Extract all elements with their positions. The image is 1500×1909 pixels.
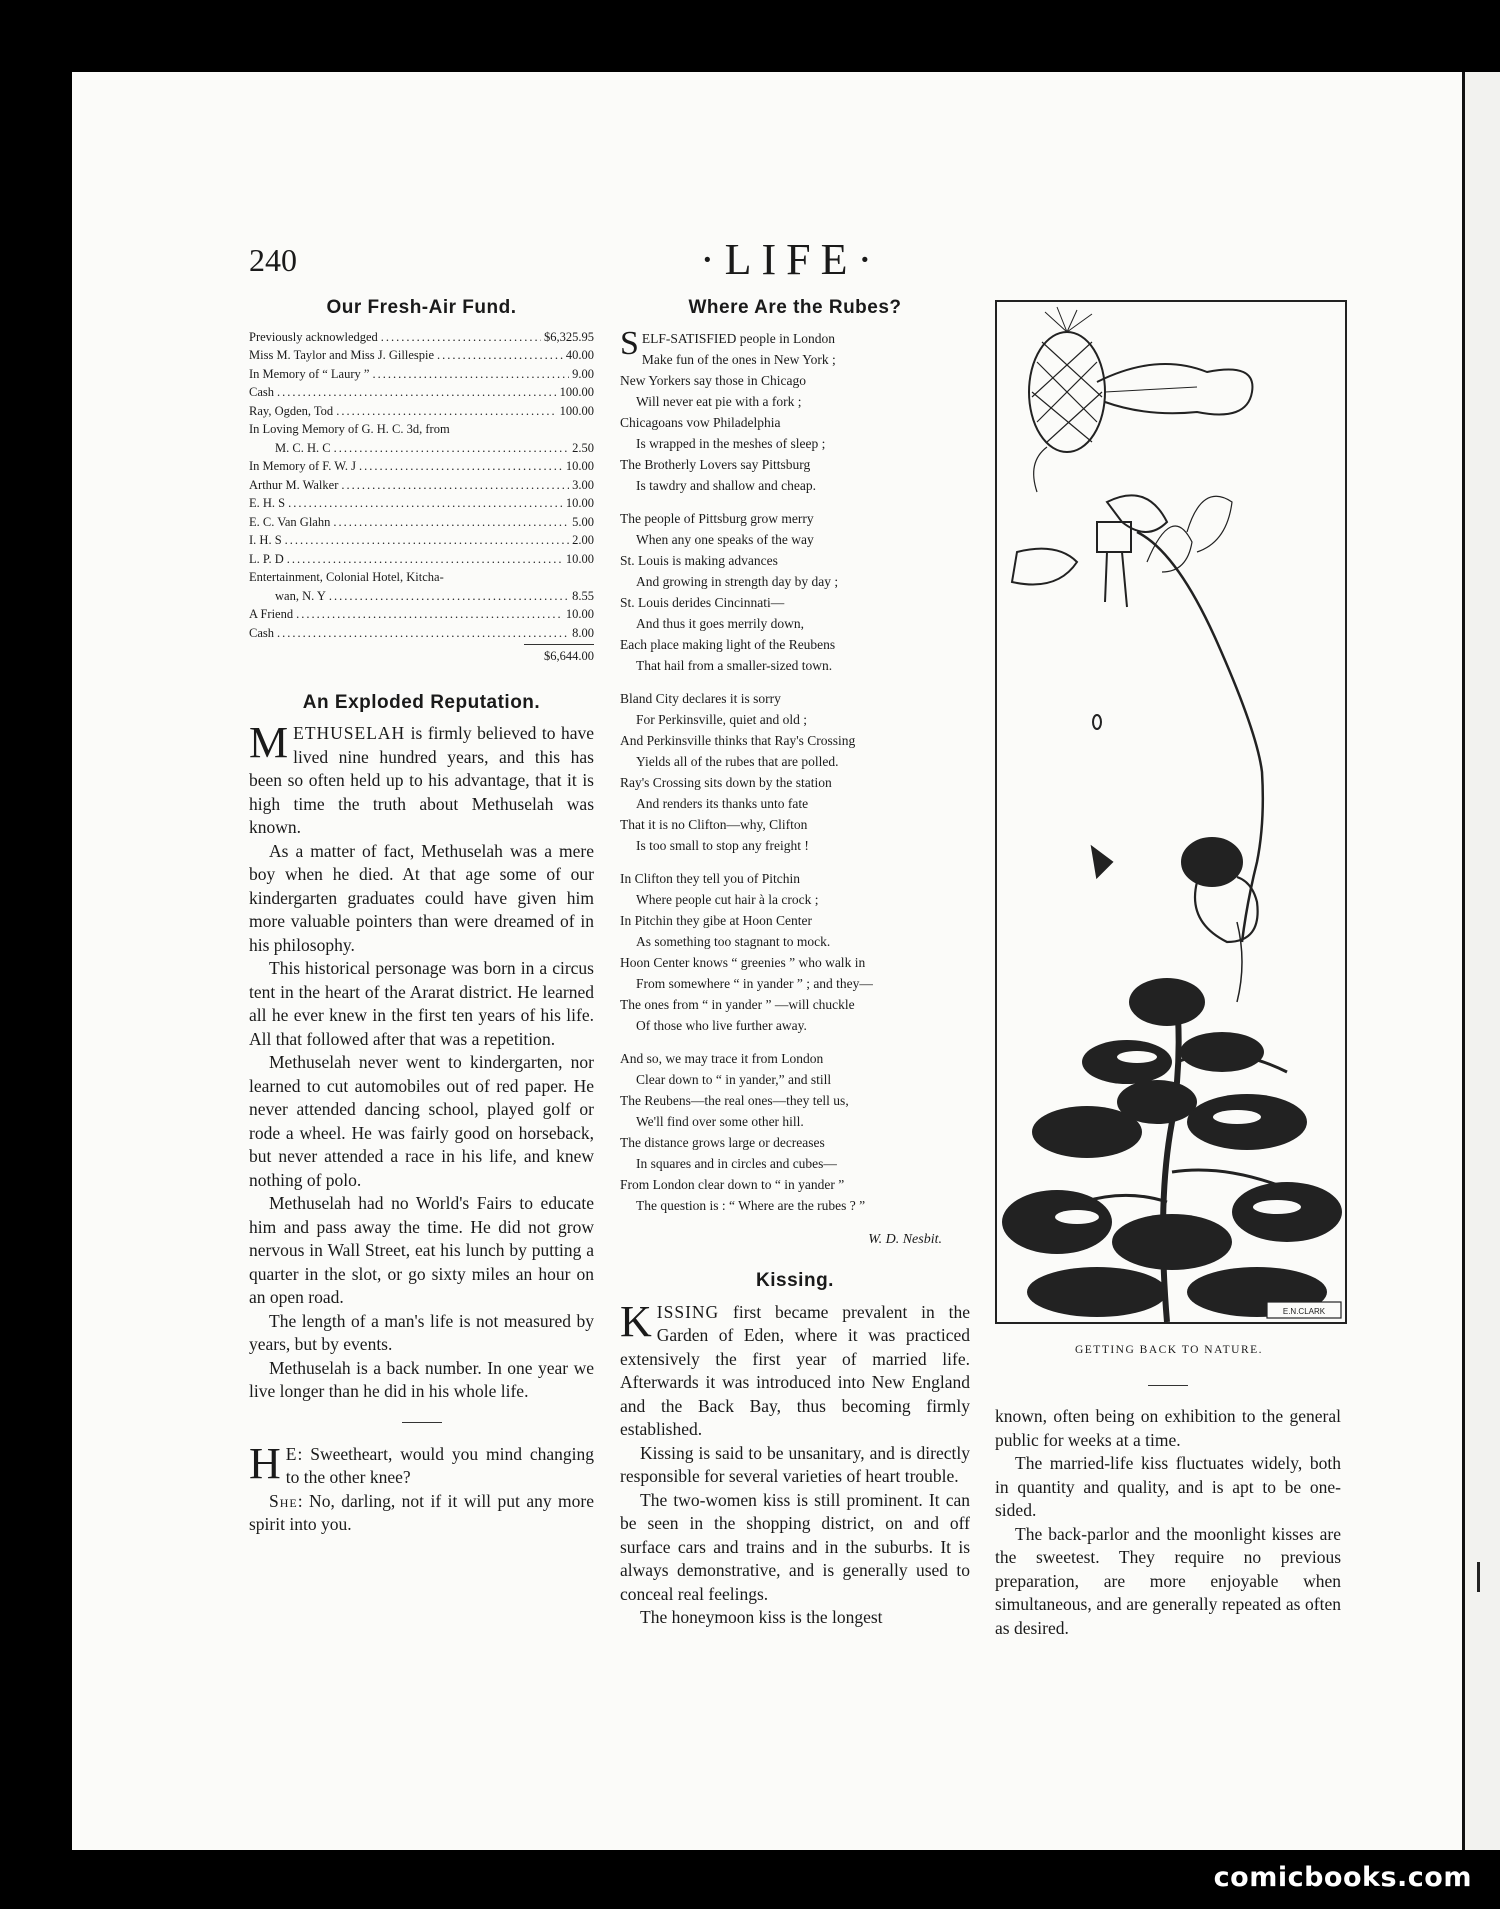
smoke-puff [1097,364,1252,415]
kissing-continuation: known, often being on exhibition to the general public for weeks at a time. [995,1406,1341,1450]
poem-line: That it is no Clifton—why, Clifton [620,816,808,832]
fund-amount: 8.00 [572,625,594,640]
poem-line: And Perkinsville thinks that Ray's Crossing [620,732,856,748]
illustration-caption: GETTING BACK TO NATURE. [1074,1344,1264,1356]
page-number: 240 [249,242,297,278]
reputation-title: An Exploded Reputation. [302,691,541,713]
fund-label: L. P. D [249,551,284,566]
leader-dots [359,457,563,476]
masthead: ·LIFE· [700,235,883,284]
fund-amount: 10.00 [565,496,594,510]
poem-line: The distance grows large or decreases [620,1134,825,1150]
drop-cap: H [249,1438,281,1488]
fund-label: Miss M. Taylor and Miss J. Gillespie [249,348,435,362]
poem-stanza [620,1048,970,1216]
kissing-first-paragraph: KISSING first became prevalent in the Garden of Eden, where it was practiced extensively the first year of married life. Afterwards it was introduced into New England and the Back Bay, thus becoming firmly established. [620,1296,970,1439]
reputation-paragraph: Methuselah never went to kindergarten, nor learned to cut automobiles out of red paper. He never attended dancing school, played golf or rode a wheel. He was fairly good on horseback, but never attended a race in his life, and knew nothing of polo. [249,1052,594,1190]
leader-dots [287,550,563,569]
artist-signature: E.N.CLARK [1282,1307,1326,1316]
kissing-paragraph: Kissing is said to be unsanitary, and is directly responsible for several varieties of heart trouble. [620,1442,970,1486]
fund-label: M. C. H. C [275,440,331,455]
poem-line: The Reubens—the real ones—they tell us, [620,1092,849,1108]
kissing-paragraph: The two-women kiss is still prominent. It can be seen in the shopping district, on and off surface cars and trains and in the suburbs. It is always demonstrative, and is generally used to conceal real feelings. [620,1489,970,1604]
section-rule [1148,1385,1188,1386]
leader-dots [334,439,570,458]
fund-amount: 8.55 [572,588,594,603]
poem-line: And so, we may trace it from London [620,1050,824,1066]
fund-label: In Memory of F. W. J [249,459,356,473]
leader-dots [296,605,563,624]
poem-signature: W. D. Nesbit. [868,1231,942,1247]
joke-he: H E: Sweetheart, would you mind changing to the other knee? [249,1438,594,1488]
edge-mark [1477,1562,1480,1592]
fund-amount: 40.00 [565,348,594,362]
fund-row [249,605,594,624]
fund-amount: 3.00 [572,477,594,492]
poem-line: When any one speaks of the way [636,531,814,547]
fund-row [249,420,594,439]
poem-line: Is tawdry and shallow and cheap. [636,477,816,493]
fund-label: Arthur M. Walker [249,477,339,492]
reputation-first-paragraph: METHUSELAH is firmly believed to have lived nine hundred years, and this has been so often held up to his advantage, that it is high time the truth about Methuselah was known. [249,718,594,837]
poem [620,324,970,1216]
poem-line: From somewhere “ in yander ” ; and they— [636,975,873,991]
poem-line: As something too stagnant to mock. [636,933,831,949]
adjacent-page-edge [1462,72,1500,1850]
fund-row [249,328,594,347]
reputation-paragraph: The length of a man's life is not measured by years, but by events. [249,1310,594,1354]
poem-line: That hail from a smaller-sized town. [636,657,833,673]
fund-label: Previously acknowledged [249,329,378,344]
poem-line: And thus it goes merrily down, [636,615,804,631]
fund-row [249,587,594,606]
watermark: comicbooks.com [1213,1862,1472,1893]
fund-row [249,513,594,532]
poem-line: Hoon Center knows “ greenies ” who walk in [620,954,866,970]
fund-title: Our Fresh-Air Fund. [326,297,517,318]
poem-line: Of those who live further away. [636,1017,807,1033]
drop-cap: M [249,718,289,767]
poem-line: Each place making light of the Reubens [620,636,836,652]
fund-row [249,383,594,402]
fund-label: In Memory of “ Laury ” [249,366,370,381]
fund-label: Cash [249,625,274,640]
fund-amount: 2.50 [572,440,594,455]
poem-stanza [620,688,970,856]
figure-hair [1182,838,1242,886]
poem-line: The Brotherly Lovers say Pittsburg [620,456,811,472]
poem-line: We'll find over some other hill. [636,1113,804,1129]
leader-dots [333,513,569,532]
fund-row [249,402,594,421]
leader-dots [277,624,569,643]
fund-row [249,346,594,365]
poem-line: In squares and in circles and cubes— [636,1155,837,1171]
kissing-title: Kissing. [756,1270,834,1291]
lead-word: ETHUSELAH [293,723,406,743]
fund-row [249,457,594,476]
propeller [1107,495,1167,532]
fund-row [249,550,594,569]
column-middle [620,296,970,1630]
bird [1092,847,1112,877]
fund-row [249,494,594,513]
poem-line: And renders its thanks unto fate [636,795,809,811]
kissing-paragraph: The honeymoon kiss is the longest [640,1607,883,1627]
leader-dots [372,365,569,384]
kissing-paragraph: The back-parlor and the moonlight kisses are the sweetest. They require no previous preparation, are more enjoyable when simultaneous, and are generally repeated as often as desired. [995,1523,1341,1638]
lead-word: ISSING [656,1301,720,1322]
poem-line: And growing in strength day by day ; [636,573,839,589]
fund-amount: $6,325.95 [544,329,594,344]
poem-line: The question is : “ Where are the rubes ? ” [636,1197,866,1213]
fund-label: In Loving Memory of G. H. C. 3d, from [249,422,450,436]
poem-stanza [620,508,970,676]
fund-amount: 10.00 [565,607,594,621]
fund-label: E. H. S [249,496,286,510]
poem-line: In Clifton they tell you of Pitchin [620,870,800,886]
leader-dots [285,531,569,550]
fund-amount: 10.00 [565,459,594,473]
drop-cap: S [620,324,639,362]
joke-she: She: No, darling, not if it will put any more spirit into you. [249,1490,594,1534]
fund-label: Cash [249,385,274,399]
poem-stanza [620,868,970,1036]
leader-dots [277,383,557,402]
fund-amount: 100.00 [559,385,594,399]
poem-line: Ray's Crossing sits down by the station [620,774,832,790]
poem-line: The people of Pittsburg grow merry [620,510,814,526]
fund-label: E. C. Van Glahn [249,514,331,529]
fund-list [249,328,594,643]
poem-line: New Yorkers say those in Chicago [620,372,806,388]
propeller-blade [1012,549,1077,585]
poem-line: The ones from “ in yander ” —will chuckle [620,996,855,1012]
poem-line: Bland City declares it is sorry [620,690,781,706]
leader-dots [341,476,569,495]
reputation-paragraph: This historical personage was born in a circus tent in the heart of the Ararat district. He learned all he ever knew in the first ten years of his life. All that followed after that was a repetition. [249,958,594,1049]
fund-label: Ray, Ogden, Tod [249,403,334,418]
illustration [995,300,1347,1324]
tree-trunk [1163,1002,1179,1322]
leader-dots [381,328,541,347]
reputation-paragraph: Methuselah is a back number. In one year we live longer than he did in his whole life. [249,1357,594,1401]
column-right [995,1405,1341,1640]
poem-line: In Pitchin they gibe at Hoon Center [620,912,812,928]
fund-row [249,531,594,550]
poem-stanza [620,324,970,496]
leader-dots [288,494,563,513]
poem-line: Is wrapped in the meshes of sleep ; [636,435,826,451]
poem-line: Chicagoans vow Philadelphia [620,414,781,430]
fund-amount: 5.00 [572,514,594,529]
fund-label: I. H. S [249,533,282,547]
leader-dots [336,402,556,421]
fund-row [249,439,594,458]
fund-amount: 10.00 [565,551,594,566]
fund-total: $6,644.00 [524,644,594,669]
column-left [249,296,594,1537]
fund-amount: 2.00 [572,533,594,547]
reputation-paragraph: Methuselah had no World's Fairs to educate him and pass away the time. He did not grow nervous in Wall Street, eat his lunch by putting a quarter in the slot, or go sixty miles an hour on an open road. [249,1193,594,1307]
figure-body [1195,877,1258,942]
gondola [1097,522,1131,552]
poem-line: Will never eat pie with a fork ; [636,393,802,409]
drop-cap: K [620,1296,652,1346]
reputation-paragraph: As a matter of fact, Methuselah was a mere boy when he died. At that age some of our kindergarten graduates could have given him more valuable pointers than were dreamed of in his philosophy. [249,840,594,955]
fund-label: A Friend [249,607,294,621]
leader-dots [329,587,569,606]
fund-row [249,365,594,384]
poem-line: St. Louis is making advances [620,552,778,568]
fund-row [249,476,594,495]
kissing-paragraph: The married-life kiss fluctuates widely, both in quantity and quality, and is apt to be one-sided. [995,1453,1341,1520]
section-rule [402,1422,442,1423]
poem-line: SELF-SATISFIED people in London [620,324,836,362]
fund-amount: 9.00 [572,366,594,381]
poem-line: Clear down to “ in yander,” and still [636,1071,832,1087]
poem-line: Where people cut hair à la crock ; [636,891,819,907]
leader-dots [437,346,563,365]
poem-line: Yields all of the rubes that are polled. [636,753,839,769]
fund-amount: 100.00 [559,403,594,418]
balloon-tree-drawing [997,302,1345,1322]
poem-line: Make fun of the ones in New York ; [641,351,836,367]
fund-row [249,624,594,643]
poem-line: St. Louis derides Cincinnati— [620,594,785,610]
fund-label: Entertainment, Colonial Hotel, Kitcha- [249,570,444,584]
poem-line: For Perkinsville, quiet and old ; [636,711,807,727]
fund-row [249,568,594,587]
poem-line: Is too small to stop any freight ! [636,837,809,853]
fund-label: wan, N. Y [275,588,326,603]
poem-title: Where Are the Rubes? [688,297,902,318]
tree-foliage [1002,978,1342,1317]
poem-line: From London clear down to “ in yander ” [620,1176,845,1192]
